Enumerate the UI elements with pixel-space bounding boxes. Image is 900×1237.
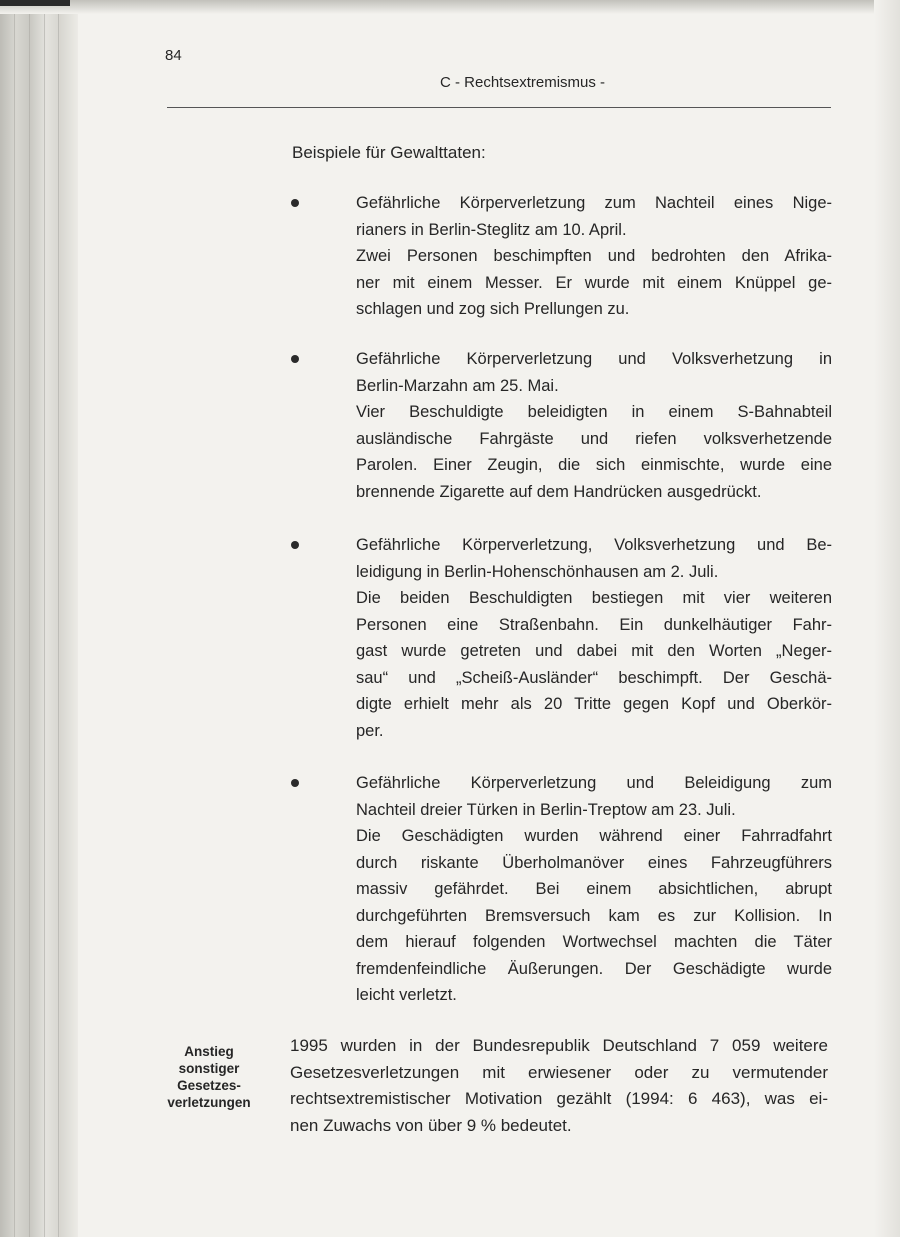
page-right-edge xyxy=(874,0,900,1237)
entry-line: schlagen und zog sich Prellungen zu. xyxy=(356,300,630,318)
entry-line: durch riskante Überholmanöver eines Fahrzeugführers xyxy=(356,853,832,872)
bullet-icon xyxy=(291,779,299,787)
incident-entry xyxy=(356,532,832,744)
entry-line: gast wurde getreten und dabei mit den Worten „Neger- xyxy=(356,642,832,660)
entry-line: dem hierauf folgenden Wortwechsel machten die Täter xyxy=(356,933,832,951)
paragraph-line: rechtsextremistischer Motivation gezählt (1994: 6 463), was ei- xyxy=(290,1089,828,1109)
incident-entry xyxy=(356,190,832,323)
entry-line: Berlin-Marzahn am 25. Mai. xyxy=(356,376,559,395)
entry-line: Zwei Personen beschimpften und bedrohten den Afrika- xyxy=(356,247,832,265)
bullet-icon xyxy=(291,541,299,549)
margin-note-line: sonstiger xyxy=(178,1061,240,1076)
page-top-edge xyxy=(0,0,900,14)
entry-line: brennende Zigarette auf dem Handrücken ausgedrückt. xyxy=(356,482,762,501)
paragraph-line: 1995 wurden in der Bundesrepublik Deutschland 7 059 weitere xyxy=(290,1036,828,1055)
entry-line: Gefährliche Körperverletzung zum Nachteil eines Nige- xyxy=(356,194,832,212)
entry-line: Vier Beschuldigte beleidigten in einem S-Bahnabteil xyxy=(356,403,832,421)
margin-note-line: Gesetzes- xyxy=(177,1078,241,1093)
book-spine-shadow xyxy=(0,0,78,1237)
scan-edge-mark xyxy=(0,0,70,6)
running-head: C - Rechtsextremismus - xyxy=(440,74,606,91)
header-rule xyxy=(167,107,831,108)
entry-line: ausländische Fahrgäste und riefen volksverhetzende xyxy=(356,429,832,448)
entry-line: Parolen. Einer Zeugin, die sich einmischte, wurde eine xyxy=(356,456,832,474)
body-paragraph xyxy=(290,1033,828,1140)
paragraph-line: Gesetzesverletzungen mit erwiesener oder zu vermutender xyxy=(290,1062,828,1082)
entry-line: leidigung in Berlin-Hohenschönhausen am 2. Juli. xyxy=(356,562,719,581)
entry-line: per. xyxy=(356,721,384,740)
entry-line: Gefährliche Körperverletzung und Beleidigung zum xyxy=(356,774,832,792)
entry-line: rianers in Berlin-Steglitz am 10. April. xyxy=(356,220,627,239)
entry-line: Die beiden Beschuldigten bestiegen mit vier weiteren xyxy=(356,589,832,607)
entry-line: sau“ und „Scheiß-Ausländer“ beschimpft. Der Geschä- xyxy=(356,668,832,687)
entry-line: digte erhielt mehr als 20 Tritte gegen Kopf und Oberkör- xyxy=(356,695,832,713)
page-number: 84 xyxy=(165,47,182,64)
section-heading: Beispiele für Gewalttaten: xyxy=(292,143,486,162)
entry-line: durchgeführten Bremsversuch kam es zur Kollision. In xyxy=(356,906,832,925)
bullet-icon xyxy=(291,199,299,207)
entry-line: ner mit einem Messer. Er wurde mit einem Knüppel ge- xyxy=(356,273,832,292)
incident-entry xyxy=(356,346,832,505)
bullet-icon xyxy=(291,355,299,363)
entry-line: leicht verletzt. xyxy=(356,986,457,1004)
entry-line: Die Geschädigten wurden während einer Fahrradfahrt xyxy=(356,827,832,845)
incident-entry xyxy=(356,770,832,1009)
entry-line: Personen eine Straßenbahn. Ein dunkelhäutiger Fahr- xyxy=(356,615,832,634)
margin-note xyxy=(150,1043,268,1111)
entry-line: massiv gefährdet. Bei einem absichtlichen, abrupt xyxy=(356,880,832,898)
entry-line: Nachteil dreier Türken in Berlin-Treptow am 23. Juli. xyxy=(356,800,736,819)
entry-line: Gefährliche Körperverletzung und Volksverhetzung in xyxy=(356,350,832,368)
entry-line: Gefährliche Körperverletzung, Volksverhetzung und Be- xyxy=(356,536,832,554)
margin-note-line: Anstieg xyxy=(184,1044,234,1059)
entry-line: fremdenfeindliche Äußerungen. Der Geschädigte wurde xyxy=(356,959,832,978)
paragraph-line: nen Zuwachs von über 9 % bedeutet. xyxy=(290,1116,572,1136)
margin-note-line: verletzungen xyxy=(167,1095,251,1110)
